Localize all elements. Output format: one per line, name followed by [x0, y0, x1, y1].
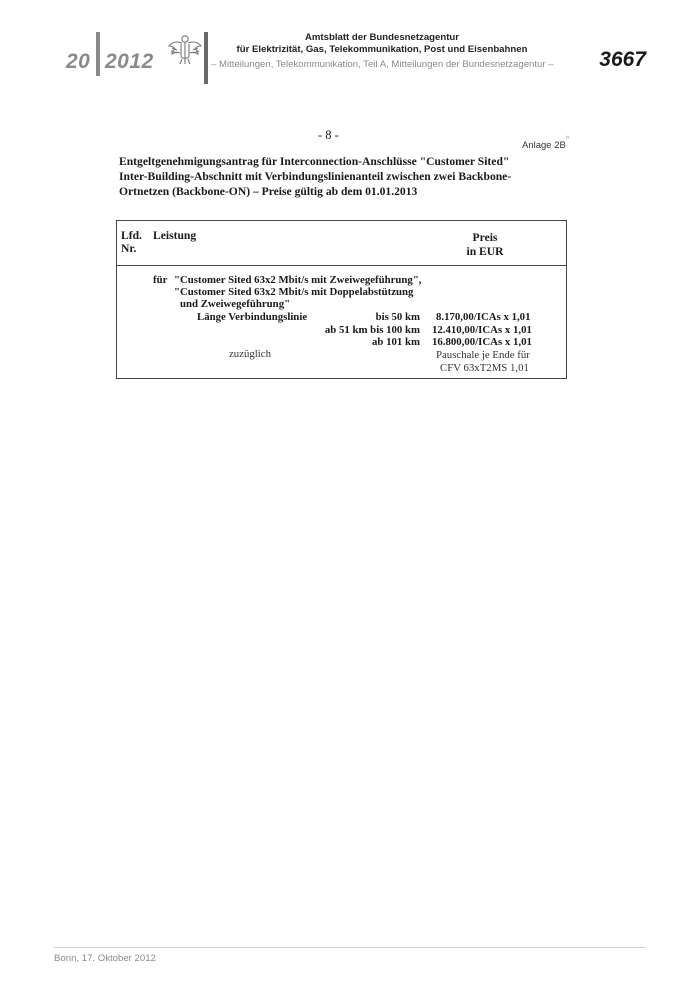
- length-label: Länge Verbindungslinie: [197, 311, 308, 323]
- column-header-preis-line-1: Preis: [472, 231, 498, 244]
- header-divider: [204, 32, 208, 84]
- footer-rule: [54, 947, 646, 948]
- column-header-lfd: Lfd.: [121, 229, 142, 242]
- footer-place-date: Bonn, 17. Oktober 2012: [54, 953, 156, 964]
- page-number: 3667: [599, 48, 646, 71]
- column-header-preis: [450, 231, 520, 259]
- issue-year: 2012: [105, 50, 154, 73]
- section-subtitle: – Mitteilungen, Telekommunikation, Teil A, Mitteilungen der Bundesnetzagentur –: [211, 59, 554, 70]
- federal-eagle-icon: [168, 32, 202, 66]
- price-cell: 8.170,00/ICAs x 1,01: [436, 311, 531, 323]
- service-line: und Zweiwegeführung": [180, 298, 291, 310]
- distance-cell: bis 50 km: [375, 311, 420, 323]
- table-header-divider: [116, 265, 567, 266]
- column-header-preis-line-2: in EUR: [466, 245, 504, 258]
- document-title: [119, 154, 549, 199]
- publication-title-line-1: Amtsblatt der Bundesnetzagentur: [304, 32, 460, 43]
- column-header-lfd-nr: [121, 229, 142, 255]
- issue-number: 20: [66, 50, 91, 73]
- price-cell: 16.800,00/ICAs x 1,01: [432, 336, 532, 348]
- document-title-line: Inter-Building-Abschnitt mit Verbindungslinienanteil zwischen zwei Backbone-: [119, 170, 512, 183]
- distance-cell: ab 51 km bis 100 km: [324, 324, 420, 336]
- document-title-line: Ortnetzen (Backbone-ON) – Preise gültig ab dem 01.01.2013: [119, 185, 418, 198]
- page-marker: - 8 -: [318, 128, 339, 142]
- extra-fee-line: Pauschale je Ende für: [436, 349, 530, 361]
- publication-title-line-2: für Elektrizität, Gas, Telekommunikation, Post und Eisenbahnen: [236, 44, 528, 55]
- distance-cell: ab 101 km: [372, 336, 420, 348]
- price-cell: 12.410,00/ICAs x 1,01: [432, 324, 532, 336]
- service-line: "Customer Sited 63x2 Mbit/s mit Doppelabstützung: [174, 286, 414, 298]
- attachment-label: Anlage 2B: [522, 140, 566, 151]
- attachment-mark: ^: [566, 136, 570, 143]
- service-line: "Customer Sited 63x2 Mbit/s mit Zweiwegeführung",: [174, 274, 422, 286]
- column-header-leistung: Leistung: [153, 229, 197, 242]
- extra-fee-line: CFV 63xT2MS 1,01: [440, 362, 529, 374]
- fuer-label: für: [153, 274, 168, 286]
- zuzueglich-label: zuzüglich: [229, 348, 271, 360]
- issue-divider: [96, 32, 100, 76]
- column-header-nr: Nr.: [121, 242, 137, 255]
- document-title-line: Entgeltgenehmigungsantrag für Interconnection-Anschlüsse "Customer Sited": [119, 155, 510, 168]
- publication-title: [214, 32, 550, 56]
